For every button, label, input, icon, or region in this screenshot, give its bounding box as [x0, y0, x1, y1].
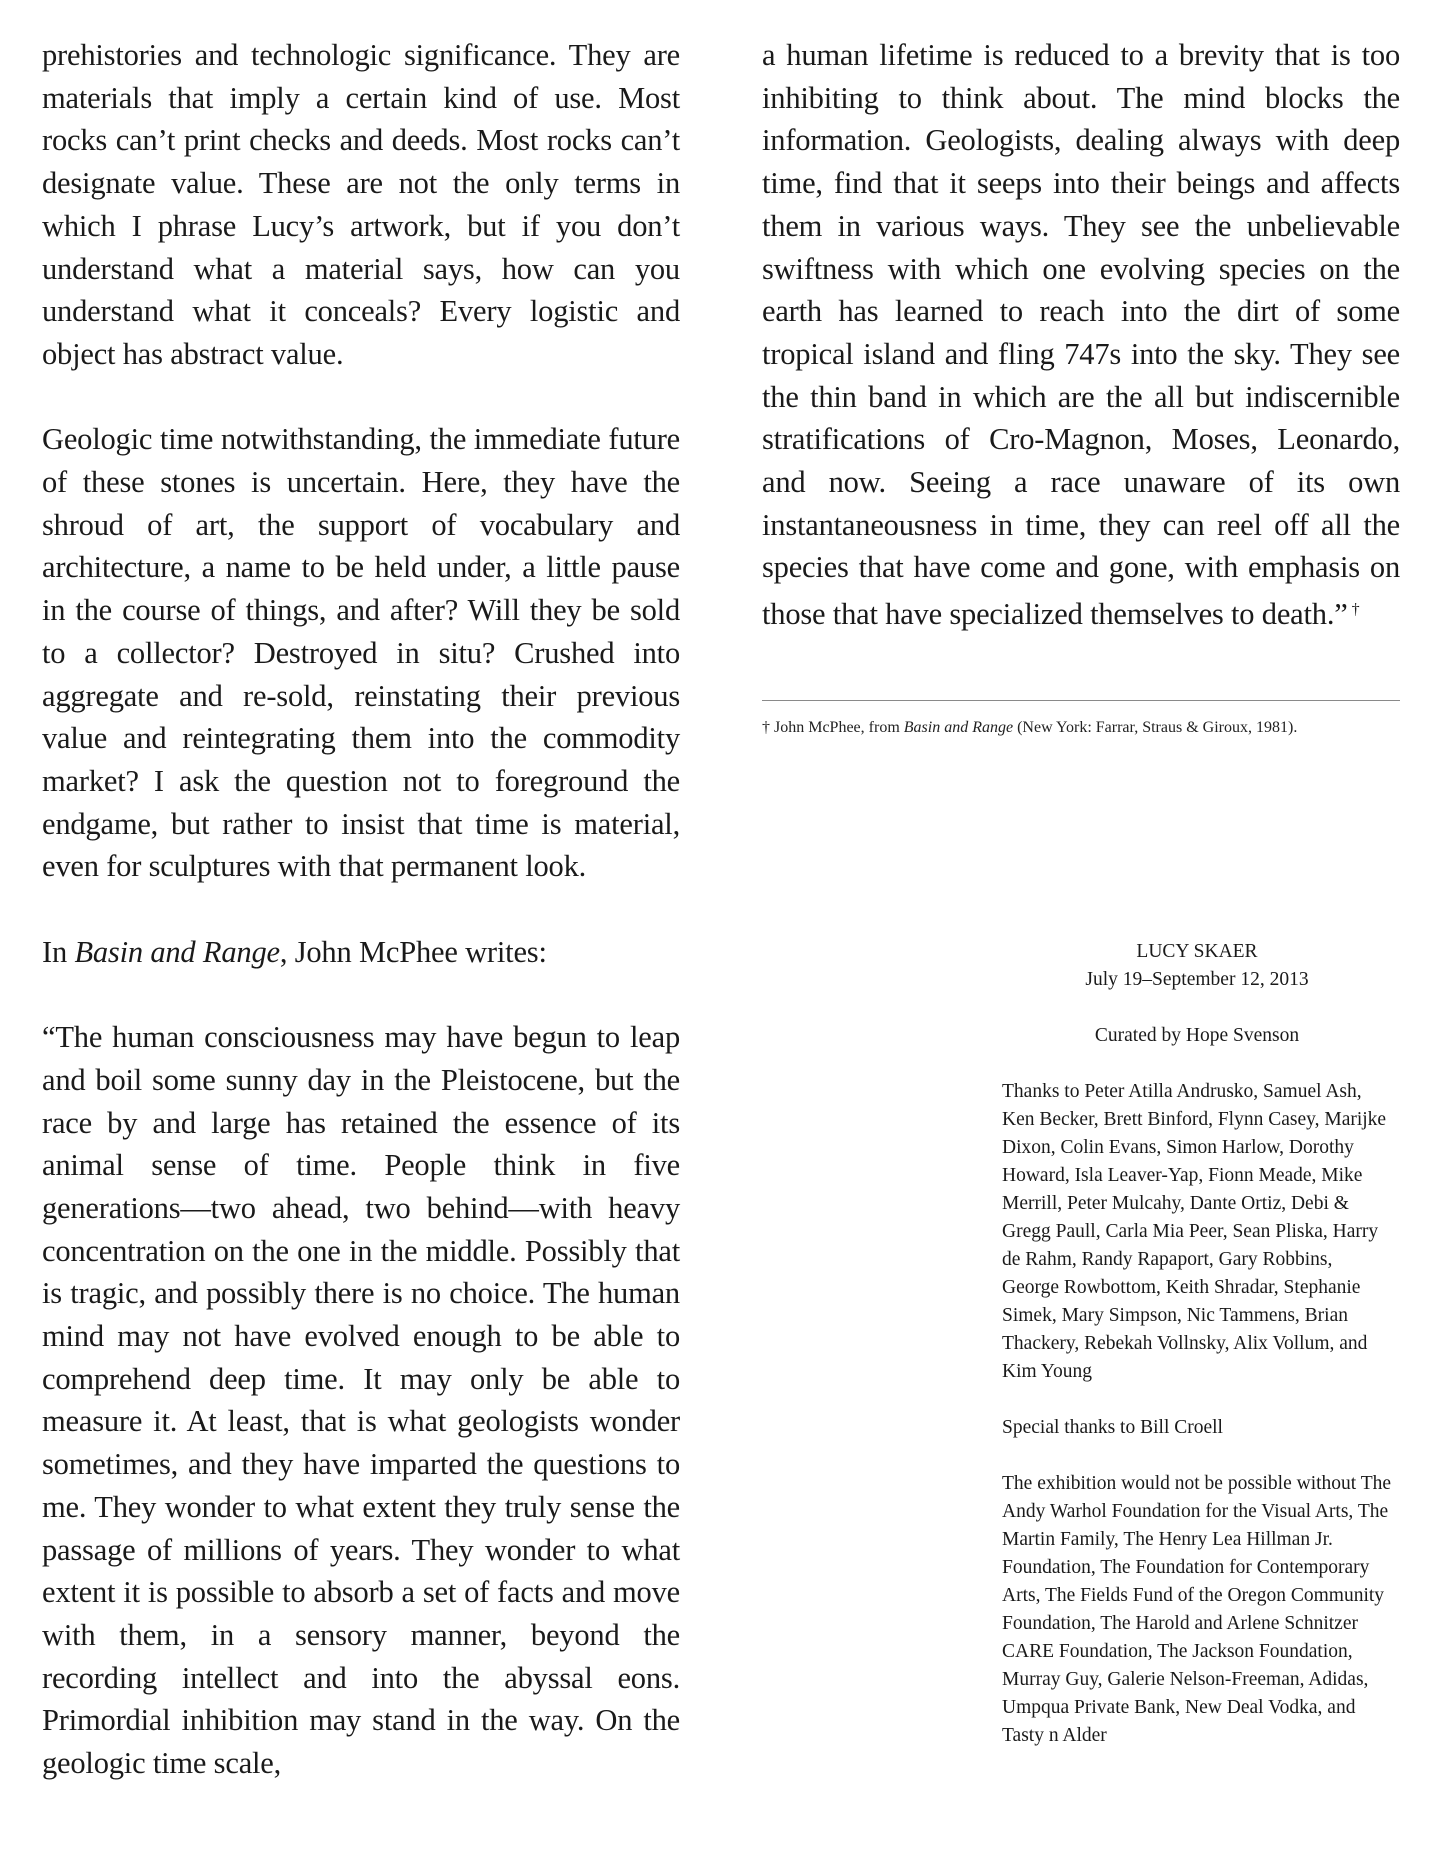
special-thanks: Special thanks to Bill Croell: [1002, 1417, 1223, 1438]
block-quote-continued: [762, 34, 1400, 636]
thanks-list: Thanks to Peter Atilla Andrusko, Samuel Ash, Ken Becker, Brett Binford, Flynn Casey, Marijke Dixon, Colin Evans, Simon Harlow, Dorothy Howard, Isla Leaver-Yap, Fionn Meade, Mike Merrill, Peter Mulcahy, Dante Ortiz, Debi & Gregg Paull, Carla Mia Peer, Sean Pliska, Harry de Rahm, Randy Rapaport, Gary Robbins, George Rowbottom, Keith Shradar, Stephanie Simek, Mary Simpson, Nic Tammens, Brian Thackery, Rebekah Vollnsky, Alix Vollum, and Kim Young: [1002, 1081, 1387, 1382]
footnote-suffix: (New York: Farrar, Straus & Giroux, 1981).: [1013, 719, 1298, 736]
footnote: [762, 718, 1402, 738]
block-quote: “The human consciousness may have begun to leap and boil some sunny day in the Pleistocene, but the race by and large has retained the essence of its animal sense of time. People think in five generations—two ahead, two behind—with heavy concentration on the one in the middle. Possibly that is tragic, and possibly there is no choice. The human mind may not have evolved enough to be able to comprehend deep time. It may only be able to measure it. At least, that is what geologists wonder sometimes, and they have imparted the questions to me. They wonder to what extent they truly sense the passage of millions of years. They wonder to what extent it is possible to absorb a set of facts and move with them, in a sensory manner, beyond the recording intellect and into the abyssal eons. Primordial inhibition may stand in the way. On the geologic time scale,: [42, 1020, 680, 1781]
exhibition-credits: [1002, 938, 1392, 1750]
artist-name: LUCY SKAER: [1136, 941, 1258, 962]
book-title: Basin and Range: [74, 934, 280, 969]
intro-suffix: , John McPhee writes:: [279, 934, 547, 969]
footnote-prefix: † John McPhee, from: [762, 719, 904, 736]
body-paragraph: Geologic time notwithstanding, the immediate future of these stones is uncertain. Here, they have the shroud of art, the support of vocabulary and architecture, a name to be held under, a little pause in the course of things, and after? Will they be sold to a collector? Destroyed in situ? Crushed into aggregate and re-sold, reinstating their previous value and reintegrating them into the commodity market? I ask the question not to foreground the endgame, but rather to insist that time is material, even for sculptures with that permanent look.: [42, 422, 680, 884]
left-column: [42, 34, 680, 1785]
right-column: [762, 34, 1400, 636]
footnote-divider: [762, 700, 1400, 701]
paragraph-gap: [42, 888, 680, 931]
exhibition-dates: July 19–September 12, 2013: [1085, 969, 1309, 990]
spacer: [1002, 994, 1392, 1022]
body-paragraph: prehistories and technologic significance. They are materials that imply a certain kind of use. Most rocks can’t print checks and deeds. Most rocks can’t designate value. These are not the only terms in which I phrase Lucy’s artwork, but if you don’t understand what a material says, how can you understand what it conceals? Every logistic and object has abstract value.: [42, 38, 680, 371]
intro-prefix: In: [42, 934, 75, 969]
curator-line: Curated by Hope Svenson: [1094, 1025, 1300, 1046]
spacer: [1002, 1050, 1392, 1078]
footnote-marker: †: [1351, 601, 1360, 619]
spacer: [1002, 1386, 1392, 1414]
spacer: [1002, 1442, 1392, 1470]
sponsors-list: The exhibition would not be possible without The Andy Warhol Foundation for the Visual Arts, The Martin Family, The Henry Lea Hillman Jr. Foundation, The Foundation for Contemporary Arts, The Fields Fund of the Oregon Community Foundation, The Harold and Arlene Schnitzer CARE Foundation, The Jackson Foundation, Murray Guy, Galerie Nelson-Freeman, Adidas, Umpqua Private Bank, New Deal Vodka, and Tasty n Alder: [1002, 1473, 1392, 1746]
paragraph-gap: [42, 376, 680, 419]
quote-text: a human lifetime is reduced to a brevity that is too inhibiting to think about. The mind blocks the information. Geologists, dealing always with deep time, find that it seeps into their beings and affects them in various ways. They see the unbelievable swiftness with which one evolving species on the earth has learned to reach into the dirt of some tropical island and fling 747s into the sky. They see the thin band in which are the all but indiscernible stratifications of Cro-Magnon, Moses, Leonardo, and now. Seeing a race unaware of its own instantaneousness in time, they can reel off all the species that have come and gone, with emphasis on those that have specialized themselves to death.”: [762, 38, 1400, 632]
paragraph-gap: [42, 973, 680, 1016]
footnote-title: Basin and Range: [903, 719, 1014, 736]
quote-intro: [42, 931, 680, 974]
